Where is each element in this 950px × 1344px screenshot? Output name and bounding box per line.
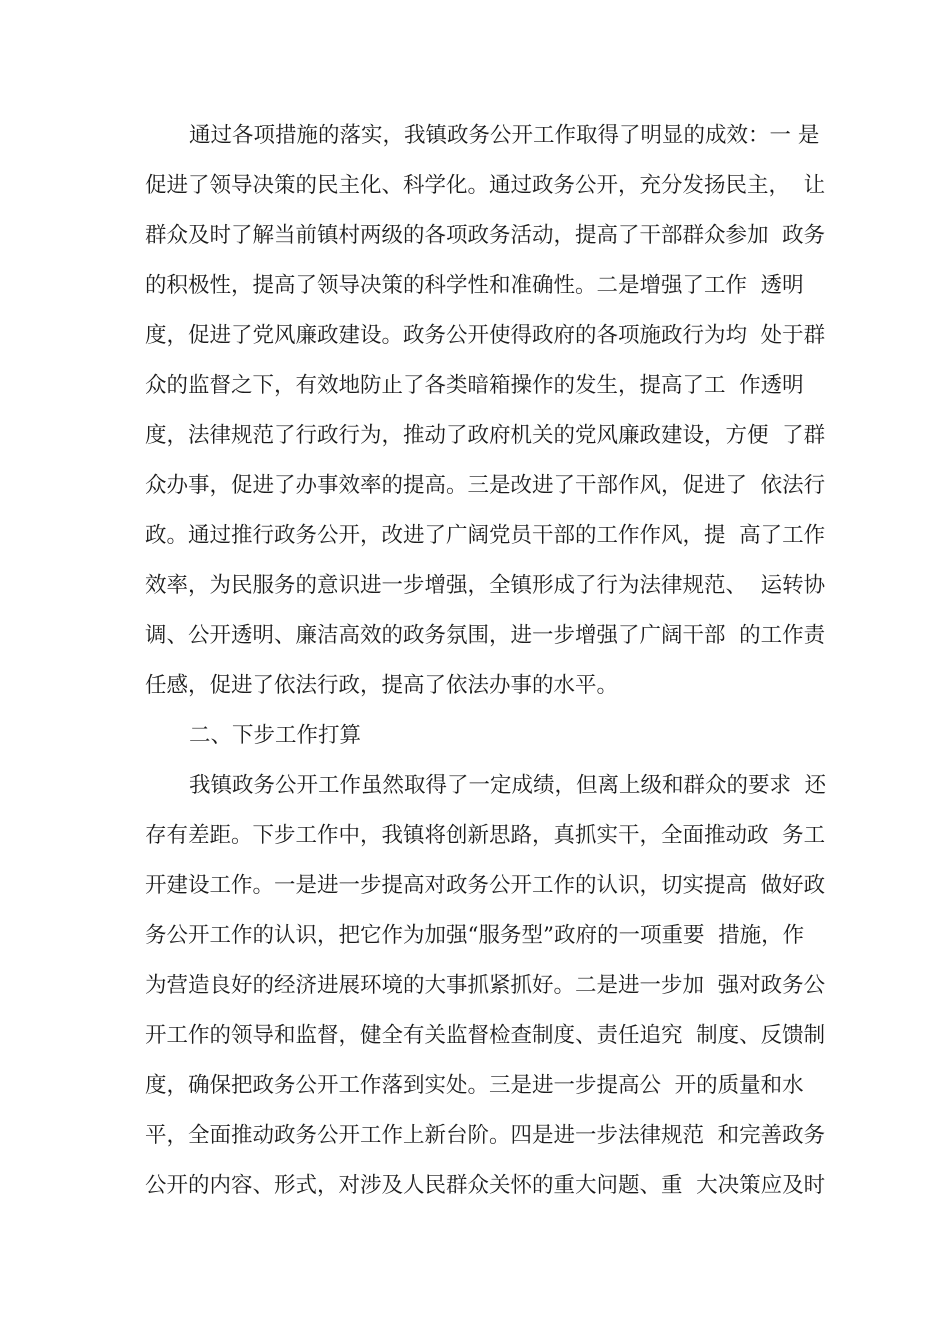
text-line: 调、公开透明、廉洁高效的政务氛围，进一步增强了广阔干部 的工作责 (145, 623, 826, 648)
text-line: 务公开工作的认识，把它作为加强“服务型”政府的一项重要 措施，作 (145, 923, 805, 948)
text-line: 开建设工作。一是进一步提高对政务公开工作的认识，切实提高 做好政 (145, 873, 826, 898)
text-line: 效率，为民服务的意识进一步增强，全镇形成了行为法律规范、 运转协 (145, 573, 826, 598)
text-line: 我镇政务公开工作虽然取得了一定成绩，但离上级和群众的要求 还 (189, 773, 827, 798)
text-line: 度，确保把政务公开工作落到实处。三是进一步提高公 开的质量和水 (145, 1073, 804, 1098)
text-line: 群众及时了解当前镇村两级的各项政务活动，提高了干部群众参加 政务 (145, 223, 826, 248)
text-line: 的积极性，提高了领导决策的科学性和准确性。二是增强了工作 透明 (145, 273, 804, 298)
section-heading: 二、下步工作打算 (189, 723, 362, 748)
text-line: 通过各项措施的落实，我镇政务公开工作取得了明显的成效：一 是 (189, 123, 820, 148)
text-line: 度，法律规范了行政行为，推动了政府机关的党风廉政建设，方便 了群 (145, 423, 826, 448)
text-line: 政。通过推行政务公开，改进了广阔党员干部的工作作风，提 高了工作 (145, 523, 826, 548)
text-line: 众办事，促进了办事效率的提高。三是改进了干部作风，促进了 依法行 (145, 473, 826, 498)
text-line: 为营造良好的经济进展环境的大事抓紧抓好。二是进一步加 强对政务公 (145, 973, 826, 998)
text-line: 促进了领导决策的民主化、科学化。通过政务公开，充分发扬民主， 让 (145, 173, 826, 198)
text-line: 公开的内容、形式，对涉及人民群众关怀的重大问题、重 大决策应及时 (145, 1173, 826, 1198)
text-line: 开工作的领导和监督，健全有关监督检查制度、责任追究 制度、反馈制 (145, 1023, 826, 1048)
text-line: 众的监督之下，有效地防止了各类暗箱操作的发生，提高了工 作透明 (145, 373, 804, 398)
text-line: 任感，促进了依法行政，提高了依法办事的水平。 (145, 673, 619, 698)
text-line: 度，促进了党风廉政建设。政务公开使得政府的各项施政行为均 处于群 (145, 323, 826, 348)
text-line: 平，全面推动政务公开工作上新台阶。四是进一步法律规范 和完善政务 (145, 1123, 826, 1148)
text-line: 存有差距。下步工作中，我镇将创新思路，真抓实干，全面推动政 务工 (145, 823, 826, 848)
